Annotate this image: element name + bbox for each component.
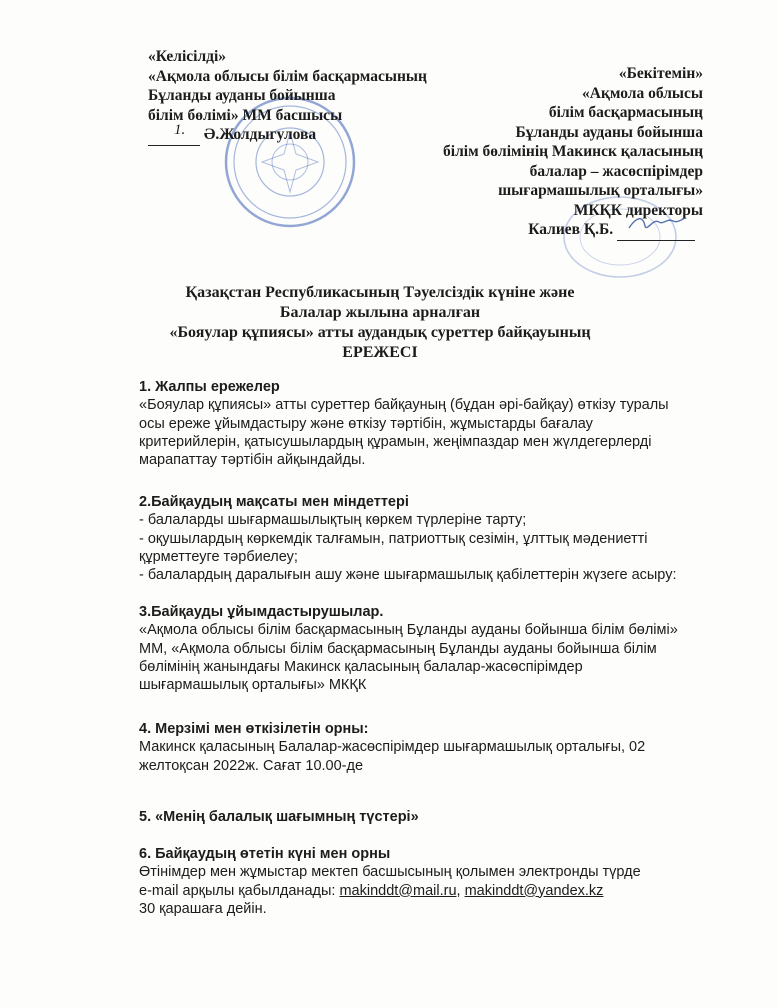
signature-line <box>148 122 200 146</box>
approval-right <box>400 64 703 241</box>
section-6-text-2 <box>139 882 679 900</box>
title-line2: Балалар жылына арналған <box>279 304 481 321</box>
section-1-text: «Бояулар құпиясы» атты суреттер байқауның (бұдан әрі-байқау) өткізу туралы осы ереже ұйымдастыру және өткізу тәртібін, жұмыстарды бағалау критерийлерін, қатысушылардың құрамын, жеңімпаздар мен жүлдегерлерді марапаттау тәртібін айқындайды. <box>139 397 669 469</box>
section-5 <box>139 808 679 826</box>
approval-right-line3: білім басқармасының <box>548 104 703 121</box>
approval-left-name: Ә.Жолдыгулова <box>203 126 317 143</box>
section-4 <box>139 720 679 775</box>
section-2-item-2: - оқушылардың көркемдік талғамын, патриоттық сезімін, ұлттық мәдениетті құрметтеуге тәрбиелеу; <box>139 530 648 565</box>
approval-left-line4: білім бөлімі» ММ басшысы <box>148 106 343 124</box>
approval-right-name: Калиев Қ.Б. <box>528 221 614 238</box>
title-line1: Қазақстан Республикасының Тәуелсіздік күніне және <box>185 284 575 301</box>
signature-scribble <box>627 212 687 234</box>
signature-line-right <box>617 220 695 241</box>
section-6-text-1: Өтінімдер мен жұмыстар мектеп басшысының қолымен электронды түрде <box>139 864 641 881</box>
section-2-item-3: - балалардың даралығын ашу және шығармашылық қабілеттерін жүзеге асыру: <box>139 567 677 584</box>
section-6-heading: 6. Байқаудың өтетін күні мен орны <box>139 846 391 862</box>
approval-right-signature <box>400 220 703 241</box>
approval-right-line7: шығармашылық орталығы» <box>498 182 703 199</box>
section-2-item-1: - балаларды шығармашылықтың көркем түрлеріне тарту; <box>139 512 527 529</box>
approval-right-line4: Бұланды ауданы бойынша <box>515 123 703 141</box>
section-4-heading: 4. Мерзімі мен өткізілетін орны: <box>139 721 369 737</box>
approval-right-line6: балалар – жасөспірімдер <box>529 162 703 180</box>
email-prefix: e-mail арқылы қабылданады: <box>139 882 340 899</box>
title-line4: ЕРЕЖЕСІ <box>342 344 418 361</box>
email-link-mail[interactable]: makinddt@mail.ru <box>339 882 457 899</box>
section-2 <box>139 493 679 584</box>
section-3-heading: 3.Байқауды ұйымдастырушылар. <box>139 604 384 620</box>
signature-mark: 1. <box>174 122 186 138</box>
document-title <box>120 283 640 363</box>
email-link-yandex[interactable]: makinddt@yandex.kz <box>464 882 604 899</box>
approval-left-line1: «Келісілді» <box>148 48 227 65</box>
section-6 <box>139 845 679 918</box>
section-1 <box>139 378 679 469</box>
approval-right-line8: МКҚК директоры <box>573 201 703 219</box>
approval-right-line5: білім бөлімінің Макинск қаласының <box>443 143 703 160</box>
approval-right-line1: «Бекітемін» <box>618 65 703 82</box>
approval-left-line2: «Ақмола облысы білім басқармасының <box>148 67 427 85</box>
approval-left-line3: Бұланды ауданы бойынша <box>148 87 336 104</box>
email-separator: , <box>456 882 465 899</box>
section-6-text-3: 30 қарашаға дейін. <box>139 900 267 917</box>
section-1-heading: 1. Жалпы ережелер <box>139 379 280 395</box>
section-5-heading: 5. «Менің балалық шағымның түстері» <box>139 809 419 825</box>
section-3 <box>139 603 679 694</box>
section-3-text: «Ақмола облысы білім басқармасының Бұланды ауданы бойынша білім бөлімі» ММ, «Ақмола облысы білім басқармасының Бұланды ауданы бойынша білім бөлімінің жанындағы Макинск қаласының балалар-жасөспірімдер шығармашылық орталығы» МКҚК <box>139 622 678 694</box>
section-4-text: Макинск қаласының Балалар-жасөспірімдер шығармашылық орталығы, 02 желтоқсан 2022ж. Сағат 10.00-де <box>139 739 646 774</box>
approval-right-line2: «Ақмола облысы <box>582 84 703 102</box>
section-2-heading: 2.Байқаудың мақсаты мен міндеттері <box>139 494 409 510</box>
title-line3: «Бояулар құпиясы» атты аудандық суреттер байқауының <box>169 324 591 341</box>
